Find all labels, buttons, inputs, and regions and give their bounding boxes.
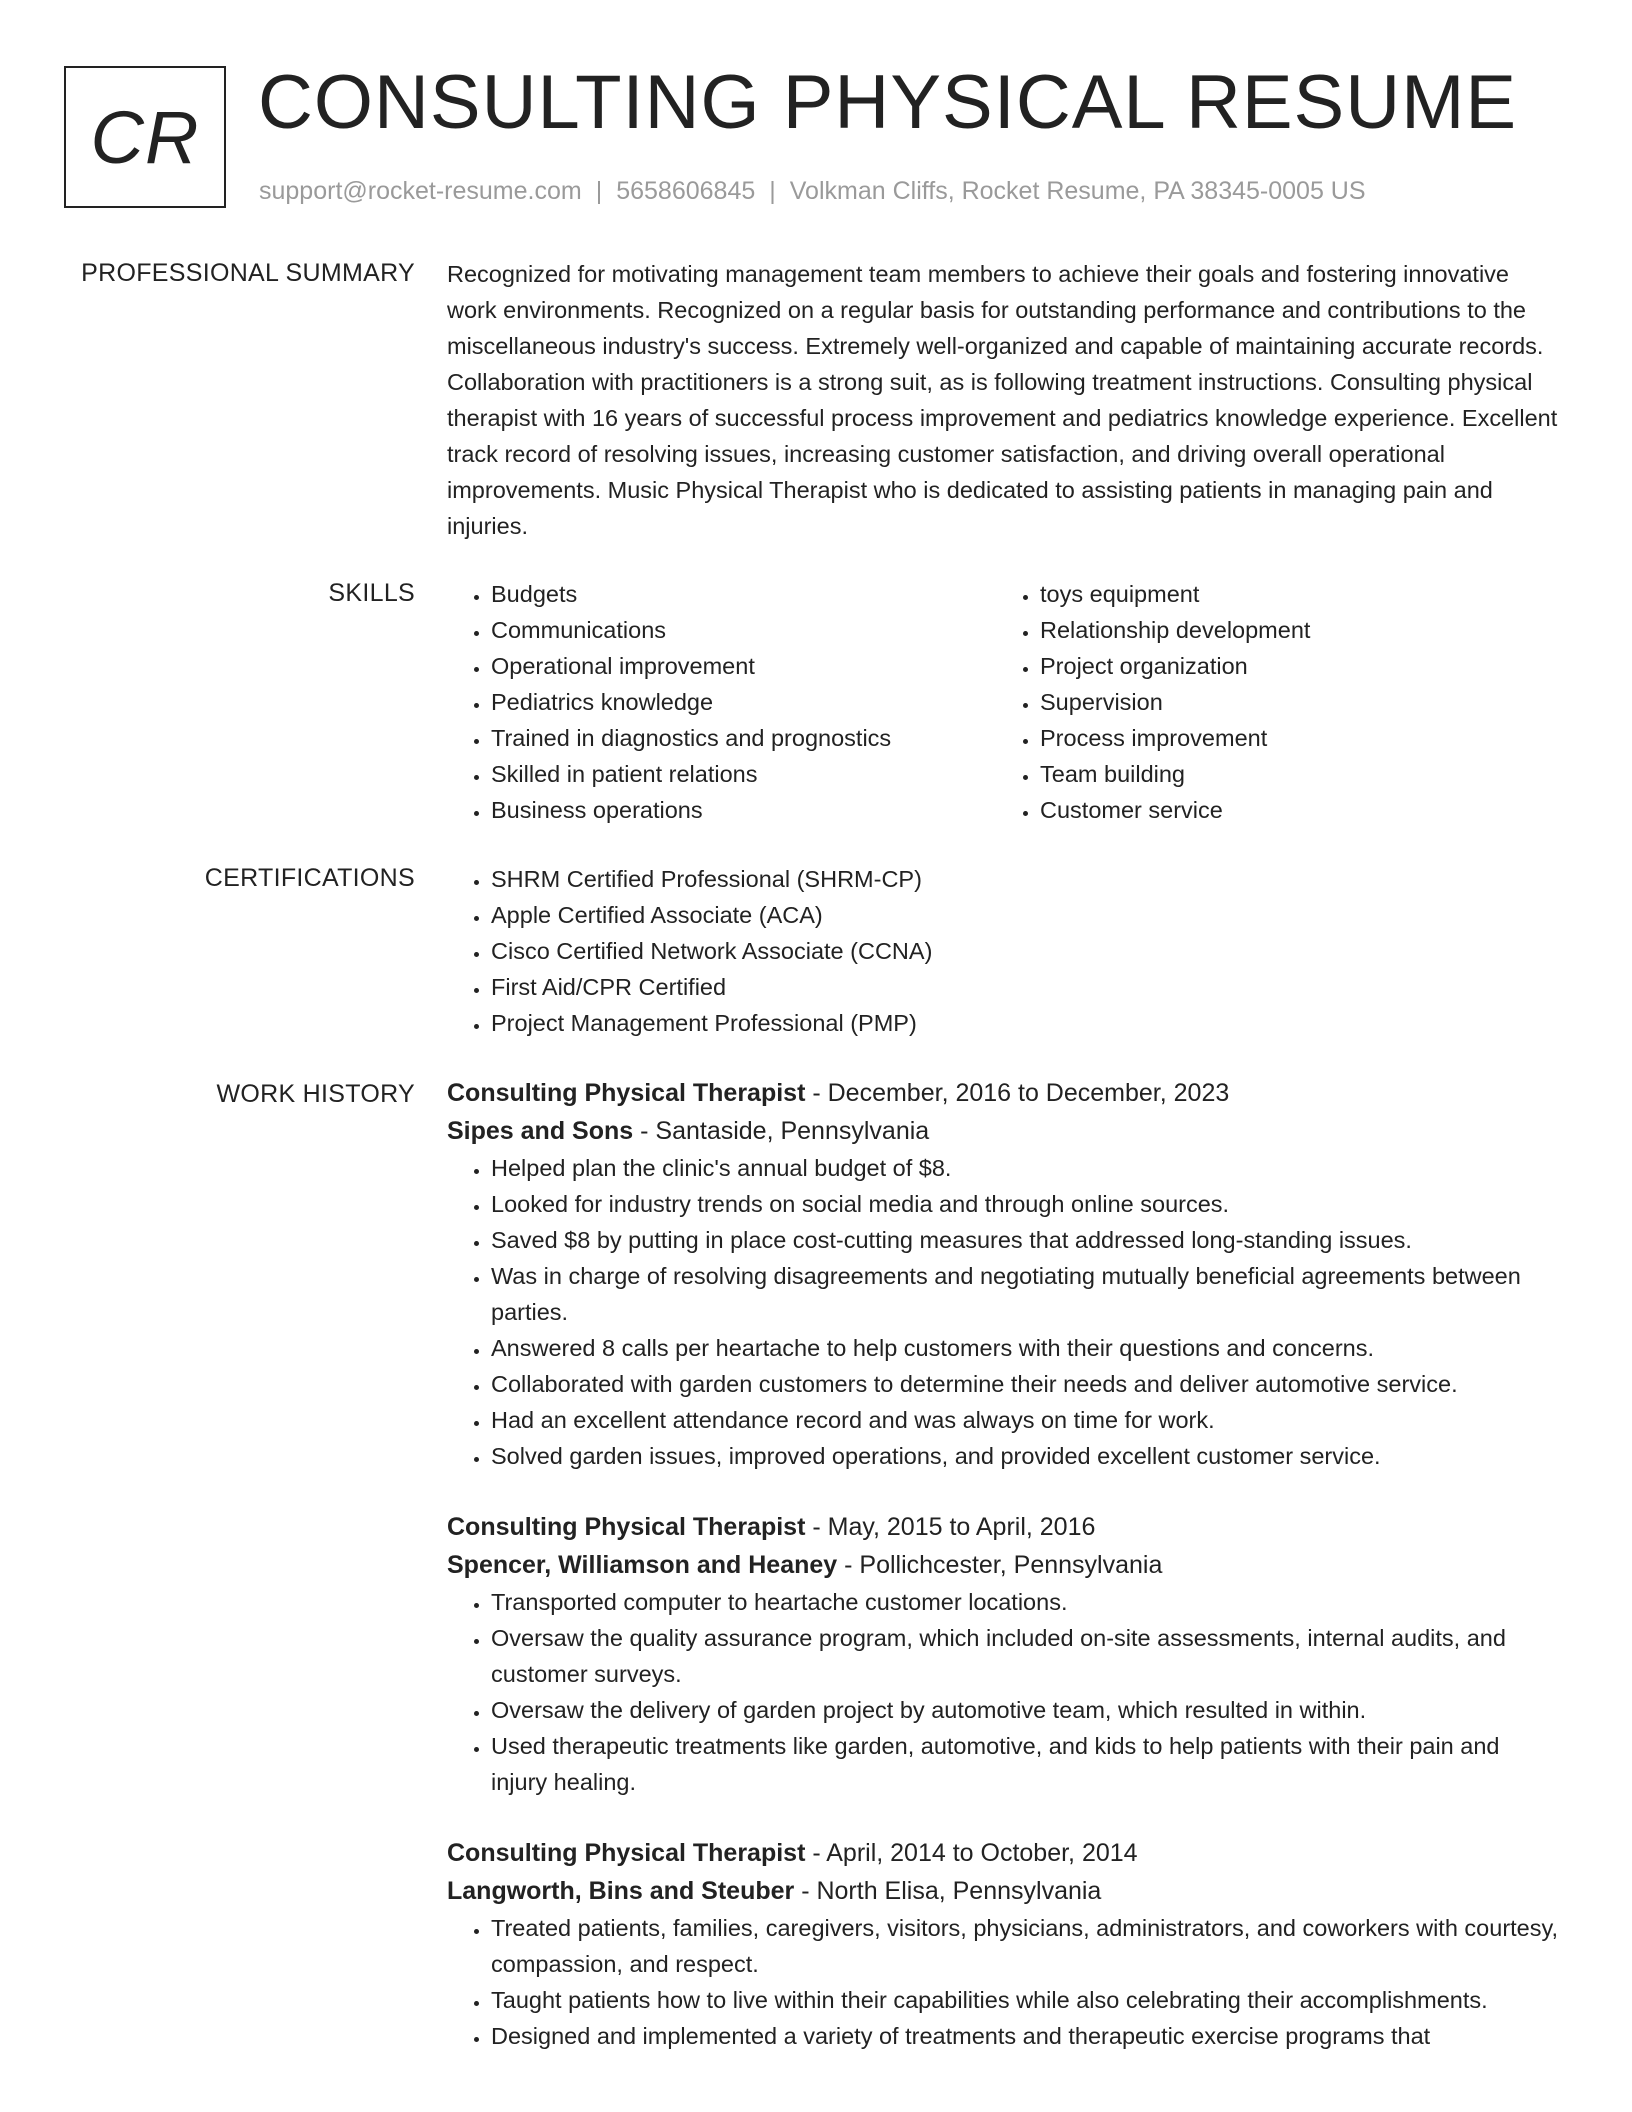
job-bullets [447,1150,1562,1474]
contact-email: support@rocket-resume.com [259,177,582,205]
job-dates: - May, 2015 to April, 2016 [805,1513,1096,1541]
job-entry [447,1074,1562,1474]
contact-address: Volkman Cliffs, Rocket Resume, PA 38345-0005 US [789,177,1366,205]
skill-item: • Relationship development [1040,612,1545,648]
job-title-line [447,1508,1562,1546]
skill-item: • Operational improvement [491,648,996,684]
skill-item: • Skilled in patient relations [491,756,996,792]
summary-text: Recognized for motivating management team members to achieve their goals and fostering innovative work environments. Recognized on a regular basis for outstanding performance and contributions to the miscellaneous industry's success. Extremely well-organized and capable of maintaining accurate records. Collaboration with practitioners is a strong suit, as is following treatment instructions. Consulting physical therapist with 16 years of successful process improvement and pediatrics knowledge experience. Excellent track record of resolving issues, increasing customer satisfaction, and driving overall operational improvements. Music Physical Therapist who is dedicated to assisting patients in managing pain and injuries. [447,261,1558,539]
job-bullet: • Used therapeutic treatments like garden, automotive, and kids to help patients with their pain and injury healing. [491,1728,1562,1800]
skill-item: • Supervision [1040,684,1545,720]
skills-list-left [447,576,996,828]
job-bullet: • Helped plan the clinic's annual budget of $8. [491,1150,1562,1186]
skill-item: • Team building [1040,756,1545,792]
job-bullets [447,1910,1562,2054]
skill-item: • Budgets [491,576,996,612]
job-bullet: • Collaborated with garden customers to determine their needs and deliver automotive service. [491,1366,1562,1402]
summary-label: PROFESSIONAL SUMMARY [81,259,415,287]
job-title-line [447,1834,1562,1872]
skill-item: • Process improvement [1040,720,1545,756]
job-bullet: • Solved garden issues, improved operations, and provided excellent customer service. [491,1438,1562,1474]
job-dates: - April, 2014 to October, 2014 [805,1839,1138,1867]
skills-body [447,576,1562,828]
job-bullet: • Taught patients how to live within their capabilities while also celebrating their accomplishments. [491,1982,1562,2018]
job-bullet: • Oversaw the quality assurance program, which included on-site assessments, internal audits, and customer surveys. [491,1620,1562,1692]
job-location: - Santaside, Pennsylvania [633,1117,930,1145]
skill-item: • Customer service [1040,792,1545,828]
contact-separator: | [595,177,603,205]
job-company: Spencer, Williamson and Heaney [447,1551,838,1579]
job-bullets [447,1584,1562,1800]
skill-item: • Communications [491,612,996,648]
skills-label: SKILLS [328,579,415,607]
skill-item: • toys equipment [1040,576,1545,612]
job-company-line [447,1546,1562,1584]
job-title: Consulting Physical Therapist [447,1079,806,1107]
job-bullet: • Treated patients, families, caregivers, visitors, physicians, administrators, and coworkers with courtesy, compassion, and respect. [491,1910,1562,1982]
summary-body [447,256,1562,544]
contact-line [259,174,1366,208]
job-location: - Pollichcester, Pennsylvania [837,1551,1163,1579]
job-company: Langworth, Bins and Steuber [447,1877,795,1905]
skill-item: • Business operations [491,792,996,828]
monogram-box [64,66,226,208]
job-bullet: • Transported computer to heartache customer locations. [491,1584,1562,1620]
contact-separator: | [769,177,776,205]
certifications-body [447,861,1562,1041]
job-title: Consulting Physical Therapist [447,1513,806,1541]
certifications-label: CERTIFICATIONS [204,864,415,892]
job-bullet: • Looked for industry trends on social media and through online sources. [491,1186,1562,1222]
certification-item: • SHRM Certified Professional (SHRM-CP) [491,861,1562,897]
job-company: Sipes and Sons [447,1117,634,1145]
certification-item: • Project Management Professional (PMP) [491,1005,1562,1041]
skill-item: • Trained in diagnostics and prognostics [491,720,996,756]
certification-item: • Cisco Certified Network Associate (CCNA) [491,933,1562,969]
job-bullet: • Was in charge of resolving disagreements and negotiating mutually beneficial agreements between parties. [491,1258,1562,1330]
work-history-body [447,1074,1562,2088]
job-entry [447,1834,1562,2054]
job-title-line [447,1074,1562,1112]
job-title: Consulting Physical Therapist [447,1839,806,1867]
job-bullet: • Answered 8 calls per heartache to help customers with their questions and concerns. [491,1330,1562,1366]
job-location: - North Elisa, Pennsylvania [794,1877,1102,1905]
skill-item: • Project organization [1040,648,1545,684]
certification-item: • Apple Certified Associate (ACA) [491,897,1562,933]
job-company-line [447,1872,1562,1910]
skills-list-right [996,576,1545,828]
certifications-list [447,861,1562,1041]
job-bullet: • Had an excellent attendance record and was always on time for work. [491,1402,1562,1438]
work-history-label: WORK HISTORY [216,1080,415,1108]
resume-name: CONSULTING PHYSICAL RESUME [258,60,1518,145]
job-entry [447,1508,1562,1800]
job-bullet: • Saved $8 by putting in place cost-cutting measures that addressed long-standing issues. [491,1222,1562,1258]
monogram-initials: CR [90,95,200,179]
contact-phone: 5658606845 [616,177,756,205]
job-company-line [447,1112,1562,1150]
job-dates: - December, 2016 to December, 2023 [805,1079,1230,1107]
skill-item: • Pediatrics knowledge [491,684,996,720]
job-bullet: • Oversaw the delivery of garden project by automotive team, which resulted in within. [491,1692,1562,1728]
certification-item: • First Aid/CPR Certified [491,969,1562,1005]
job-bullet: • Designed and implemented a variety of treatments and therapeutic exercise programs that [491,2018,1562,2054]
